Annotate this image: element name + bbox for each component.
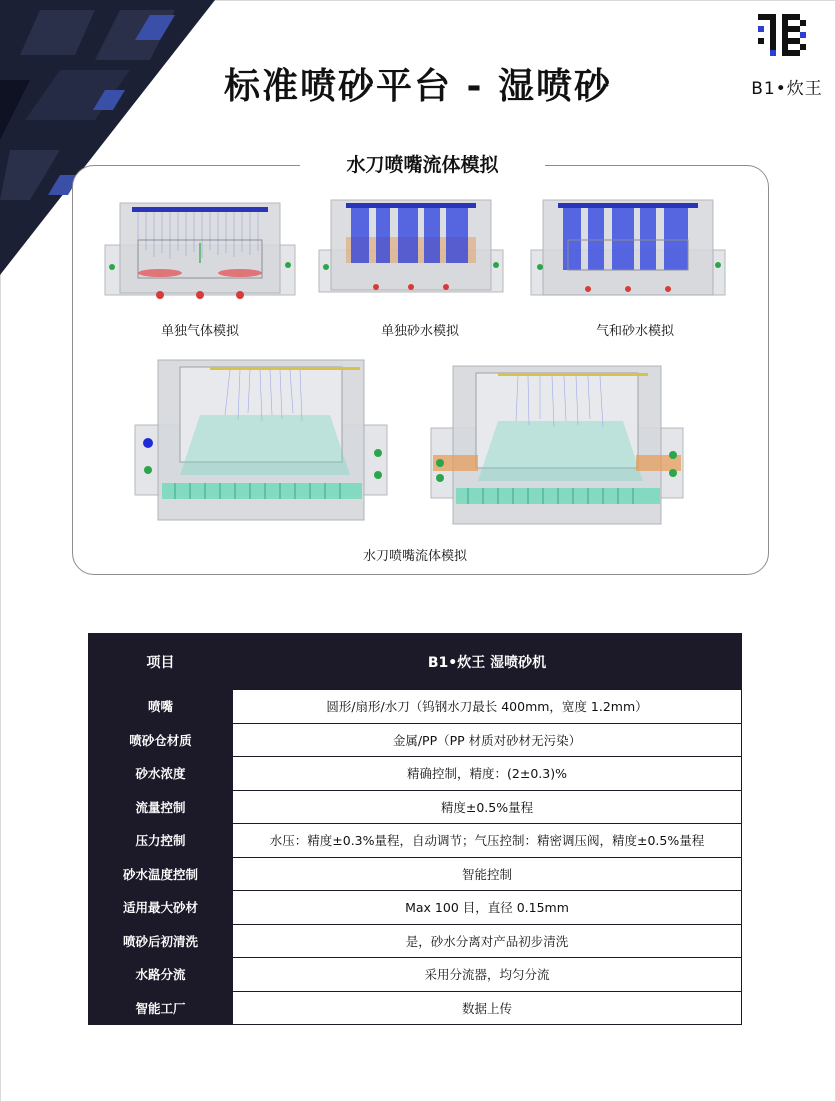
page-title: 标准喷砂平台 - 湿喷砂 (223, 66, 612, 107)
caption-gas-simulation: 单独气体模拟 (160, 324, 239, 339)
table-row (89, 924, 742, 958)
row-value-concentration: 精确控制，精度：(2±0.3)% (233, 757, 742, 791)
spec-table-header-item: 项目 (89, 634, 233, 690)
table-row (89, 958, 742, 992)
table-row (89, 723, 742, 757)
gas-sand-water-simulation-image (528, 195, 728, 305)
row-value-chamber-material: 金属/PP（PP 材质对砂材无污染） (233, 723, 742, 757)
row-value-post-cleaning: 是，砂水分离对产品初步清洗 (233, 924, 742, 958)
table-row (89, 824, 742, 858)
table-row (89, 857, 742, 891)
water-knife-simulation-image-2 (428, 363, 686, 528)
table-row (89, 891, 742, 925)
table-row (89, 991, 742, 1025)
row-label-temperature-control: 砂水温度控制 (89, 857, 233, 891)
spec-table-header-product: B1•炊王 湿喷砂机 (233, 634, 742, 690)
row-value-max-abrasive: Max 100 目，直径 0.15mm (233, 891, 742, 925)
table-row (89, 690, 742, 724)
table-row (89, 757, 742, 791)
row-value-water-split: 采用分流器，均匀分流 (233, 958, 742, 992)
row-value-flow-control: 精度±0.5%量程 (233, 790, 742, 824)
gas-simulation-image (100, 195, 300, 305)
row-label-water-split: 水路分流 (89, 958, 233, 992)
row-label-concentration: 砂水浓度 (89, 757, 233, 791)
row-label-post-cleaning: 喷砂后初清洗 (89, 924, 233, 958)
row-value-temperature-control: 智能控制 (233, 857, 742, 891)
caption-water-knife-simulation: 水刀喷嘴流体模拟 (362, 549, 467, 564)
table-row (89, 790, 742, 824)
sand-water-simulation-image (316, 195, 506, 305)
row-label-pressure-control: 压力控制 (89, 824, 233, 858)
spec-table-header-row (89, 634, 742, 690)
row-value-smart-factory: 数据上传 (233, 991, 742, 1025)
simulation-panel-title: 水刀喷嘴流体模拟 (300, 150, 545, 177)
brand-logo-text: B1•炊王 (751, 79, 823, 99)
caption-sand-water-simulation: 单独砂水模拟 (380, 324, 459, 339)
row-label-nozzle: 喷嘴 (89, 690, 233, 724)
spec-table (88, 633, 742, 1025)
water-knife-simulation-image-1 (130, 355, 392, 525)
row-label-max-abrasive: 适用最大砂材 (89, 891, 233, 925)
row-label-smart-factory: 智能工厂 (89, 991, 233, 1025)
row-value-nozzle: 圆形/扇形/水刀（钨钢水刀最长 400mm，宽度 1.2mm） (233, 690, 742, 724)
caption-gas-sand-water-simulation: 气和砂水模拟 (595, 324, 674, 339)
row-value-pressure-control: 水压：精度±0.3%量程，自动调节；气压控制：精密调压阀，精度±0.5%量程 (233, 824, 742, 858)
row-label-chamber-material: 喷砂仓材质 (89, 723, 233, 757)
row-label-flow-control: 流量控制 (89, 790, 233, 824)
